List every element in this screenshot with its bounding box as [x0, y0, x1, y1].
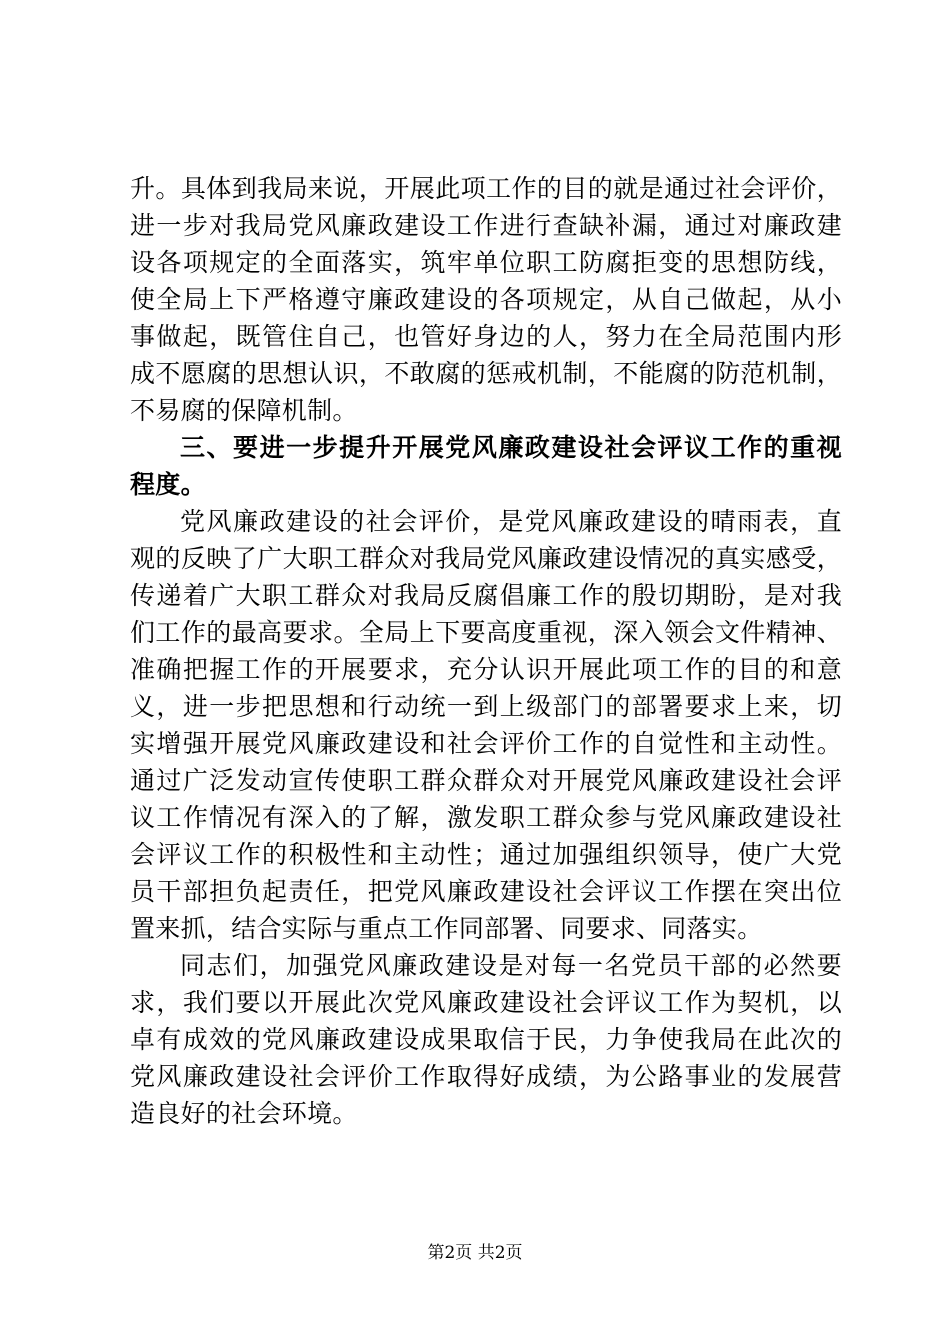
text-line: 进一步对我局党风廉政建设工作进行查缺补漏，通过对廉政建: [130, 211, 842, 240]
paragraph-social-evaluation: [130, 503, 842, 947]
text-line: 会评议工作的积极性和主动性；通过加强组织领导，使广大党: [130, 840, 842, 869]
text-line: 员干部担负起责任，把党风廉政建设社会评议工作摆在突出位: [130, 877, 842, 906]
heading-line: 三、要进一步提升开展党风廉政建设社会评议工作的重视: [180, 433, 842, 462]
text-line: 实增强开展党风廉政建设和社会评价工作的自觉性和主动性。: [130, 729, 842, 758]
text-line: 议工作情况有深入的了解，激发职工群众参与党风廉政建设社: [130, 803, 842, 832]
text-line: 设各项规定的全面落实，筑牢单位职工防腐拒变的思想防线，: [130, 248, 842, 277]
paragraph-evaluation-purpose: [130, 170, 842, 429]
text-line: 不易腐的保障机制。: [130, 396, 358, 425]
text-line: 党风廉政建设社会评价工作取得好成绩，为公路事业的发展营: [130, 1062, 842, 1091]
text-line: 们工作的最高要求。全局上下要高度重视，深入领会文件精神、: [130, 618, 842, 647]
text-line: 传递着广大职工群众对我局反腐倡廉工作的殷切期盼，是对我: [130, 581, 842, 610]
page-footer: 第2页 共2页: [427, 1243, 523, 1263]
text-line: 党风廉政建设的社会评价，是党风廉政建设的晴雨表，直: [180, 507, 842, 536]
text-line: 义，进一步把思想和行动统一到上级部门的部署要求上来，切: [130, 692, 842, 721]
text-line: 准确把握工作的开展要求，充分认识开展此项工作的目的和意: [130, 655, 842, 684]
section-heading-three: [130, 429, 842, 503]
text-line: 同志们，加强党风廉政建设是对每一名党员干部的必然要: [180, 951, 842, 980]
text-line: 观的反映了广大职工群众对我局党风廉政建设情况的真实感受，: [130, 544, 842, 573]
heading-line: 程度。: [130, 470, 206, 499]
text-line: 升。具体到我局来说，开展此项工作的目的就是通过社会评价，: [130, 174, 842, 203]
text-line: 卓有成效的党风廉政建设成果取信于民，力争使我局在此次的: [130, 1025, 842, 1054]
text-line: 置来抓，结合实际与重点工作同部署、同要求、同落实。: [130, 914, 763, 943]
text-line: 求，我们要以开展此次党风廉政建设社会评议工作为契机，以: [130, 988, 842, 1017]
text-line: 使全局上下严格遵守廉政建设的各项规定，从自己做起，从小: [130, 285, 842, 314]
text-line: 造良好的社会环境。: [130, 1099, 358, 1128]
document-body: [130, 170, 842, 1132]
text-line: 通过广泛发动宣传使职工群众群众对开展党风廉政建设社会评: [130, 766, 842, 795]
text-line: 成不愿腐的思想认识，不敢腐的惩戒机制，不能腐的防范机制，: [130, 359, 842, 388]
paragraph-closing-remarks: [130, 947, 842, 1132]
text-line: 事做起，既管住自己，也管好身边的人，努力在全局范围内形: [130, 322, 842, 351]
